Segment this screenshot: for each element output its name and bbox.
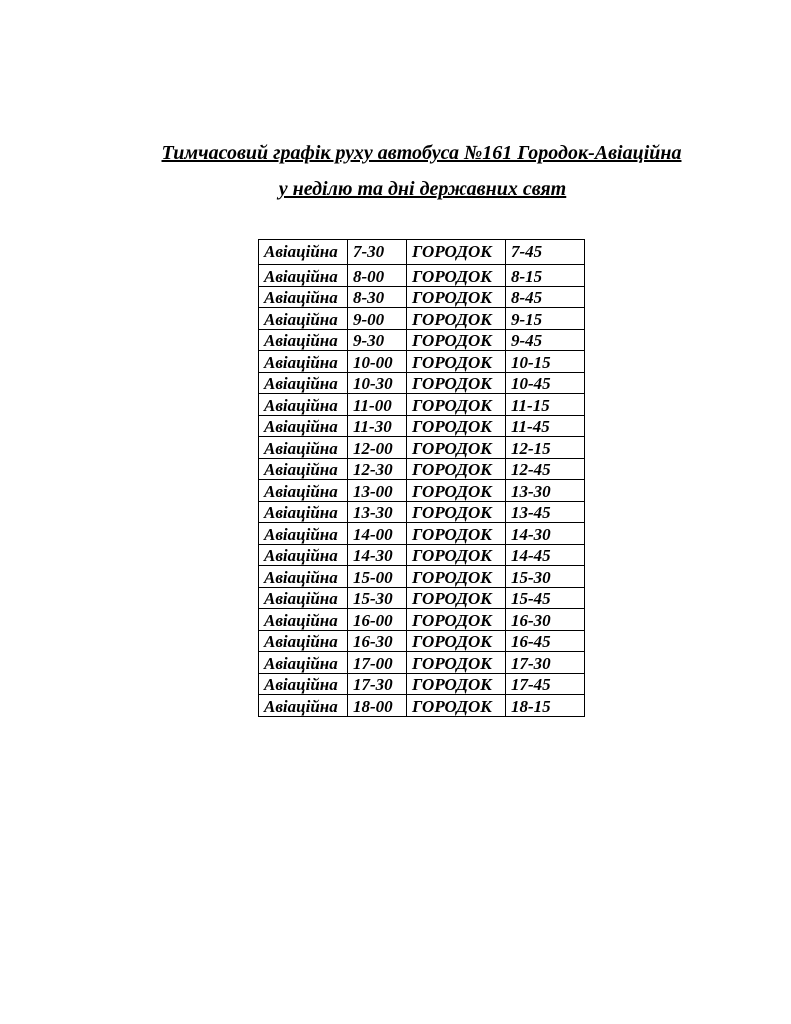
to-stop-cell: ГОРОДОК [407, 501, 506, 523]
from-time-cell: 15-30 [348, 587, 407, 609]
from-time-cell: 7-30 [348, 240, 407, 265]
to-time-cell: 13-30 [506, 480, 585, 502]
to-stop-cell: ГОРОДОК [407, 566, 506, 588]
from-stop-cell: Авіаційна [259, 415, 348, 437]
to-stop-cell: ГОРОДОК [407, 587, 506, 609]
to-time-cell: 10-15 [506, 351, 585, 373]
to-stop-cell: ГОРОДОК [407, 308, 506, 330]
from-time-cell: 13-30 [348, 501, 407, 523]
to-stop-cell: ГОРОДОК [407, 372, 506, 394]
to-time-cell: 11-15 [506, 394, 585, 416]
from-stop-cell: Авіаційна [259, 372, 348, 394]
to-stop-cell: ГОРОДОК [407, 480, 506, 502]
to-time-cell: 12-15 [506, 437, 585, 459]
table-row [259, 652, 585, 674]
to-time-cell: 17-45 [506, 673, 585, 695]
from-time-cell: 10-30 [348, 372, 407, 394]
table-row [259, 630, 585, 652]
to-stop-cell: ГОРОДОК [407, 351, 506, 373]
to-time-cell: 7-45 [506, 240, 585, 265]
to-time-cell: 16-45 [506, 630, 585, 652]
to-stop-cell: ГОРОДОК [407, 458, 506, 480]
from-time-cell: 8-00 [348, 265, 407, 287]
document-title: Тимчасовий графік руху автобуса №161 Городок-Авіаційна [161, 142, 682, 164]
to-stop-cell: ГОРОДОК [407, 673, 506, 695]
from-stop-cell: Авіаційна [259, 394, 348, 416]
from-time-cell: 17-30 [348, 673, 407, 695]
table-row [259, 351, 585, 373]
from-time-cell: 12-00 [348, 437, 407, 459]
table-row [259, 329, 585, 351]
to-stop-cell: ГОРОДОК [407, 394, 506, 416]
table-row [259, 523, 585, 545]
to-time-cell: 12-45 [506, 458, 585, 480]
from-stop-cell: Авіаційна [259, 652, 348, 674]
from-stop-cell: Авіаційна [259, 501, 348, 523]
to-time-cell: 9-15 [506, 308, 585, 330]
table-row [259, 265, 585, 287]
from-stop-cell: Авіаційна [259, 523, 348, 545]
to-time-cell: 9-45 [506, 329, 585, 351]
from-time-cell: 15-00 [348, 566, 407, 588]
from-time-cell: 16-30 [348, 630, 407, 652]
from-time-cell: 11-00 [348, 394, 407, 416]
from-stop-cell: Авіаційна [259, 480, 348, 502]
to-time-cell: 14-30 [506, 523, 585, 545]
to-stop-cell: ГОРОДОК [407, 265, 506, 287]
from-time-cell: 9-30 [348, 329, 407, 351]
to-stop-cell: ГОРОДОК [407, 630, 506, 652]
to-time-cell: 15-30 [506, 566, 585, 588]
schedule-table [258, 239, 585, 717]
table-row [259, 458, 585, 480]
table-row [259, 415, 585, 437]
table-row [259, 566, 585, 588]
from-time-cell: 16-00 [348, 609, 407, 631]
to-stop-cell: ГОРОДОК [407, 329, 506, 351]
to-time-cell: 8-15 [506, 265, 585, 287]
table-row [259, 695, 585, 717]
table-row [259, 240, 585, 265]
from-stop-cell: Авіаційна [259, 240, 348, 265]
from-stop-cell: Авіаційна [259, 695, 348, 717]
from-time-cell: 8-30 [348, 286, 407, 308]
from-stop-cell: Авіаційна [259, 265, 348, 287]
from-stop-cell: Авіаційна [259, 458, 348, 480]
from-time-cell: 18-00 [348, 695, 407, 717]
table-row [259, 501, 585, 523]
table-row [259, 372, 585, 394]
schedule-table-body [259, 240, 585, 717]
from-stop-cell: Авіаційна [259, 673, 348, 695]
to-time-cell: 14-45 [506, 544, 585, 566]
table-row [259, 394, 585, 416]
to-time-cell: 8-45 [506, 286, 585, 308]
from-stop-cell: Авіаційна [259, 544, 348, 566]
from-stop-cell: Авіаційна [259, 566, 348, 588]
from-time-cell: 14-30 [348, 544, 407, 566]
from-time-cell: 10-00 [348, 351, 407, 373]
to-stop-cell: ГОРОДОК [407, 652, 506, 674]
to-stop-cell: ГОРОДОК [407, 286, 506, 308]
from-stop-cell: Авіаційна [259, 587, 348, 609]
to-stop-cell: ГОРОДОК [407, 437, 506, 459]
to-time-cell: 18-15 [506, 695, 585, 717]
from-stop-cell: Авіаційна [259, 351, 348, 373]
to-stop-cell: ГОРОДОК [407, 240, 506, 265]
from-stop-cell: Авіаційна [259, 630, 348, 652]
from-time-cell: 9-00 [348, 308, 407, 330]
from-time-cell: 13-00 [348, 480, 407, 502]
from-time-cell: 12-30 [348, 458, 407, 480]
from-stop-cell: Авіаційна [259, 329, 348, 351]
from-stop-cell: Авіаційна [259, 609, 348, 631]
table-row [259, 437, 585, 459]
to-time-cell: 17-30 [506, 652, 585, 674]
table-row [259, 480, 585, 502]
to-time-cell: 10-45 [506, 372, 585, 394]
to-stop-cell: ГОРОДОК [407, 523, 506, 545]
to-stop-cell: ГОРОДОК [407, 609, 506, 631]
to-time-cell: 13-45 [506, 501, 585, 523]
table-row [259, 587, 585, 609]
from-time-cell: 11-30 [348, 415, 407, 437]
document-subtitle: у неділю та дні державних свят [278, 178, 567, 200]
table-row [259, 308, 585, 330]
from-time-cell: 14-00 [348, 523, 407, 545]
to-time-cell: 15-45 [506, 587, 585, 609]
table-row [259, 609, 585, 631]
to-stop-cell: ГОРОДОК [407, 544, 506, 566]
to-stop-cell: ГОРОДОК [407, 415, 506, 437]
table-row [259, 544, 585, 566]
from-stop-cell: Авіаційна [259, 308, 348, 330]
to-time-cell: 11-45 [506, 415, 585, 437]
table-row [259, 286, 585, 308]
from-time-cell: 17-00 [348, 652, 407, 674]
to-stop-cell: ГОРОДОК [407, 695, 506, 717]
from-stop-cell: Авіаційна [259, 286, 348, 308]
from-stop-cell: Авіаційна [259, 437, 348, 459]
table-row [259, 673, 585, 695]
to-time-cell: 16-30 [506, 609, 585, 631]
